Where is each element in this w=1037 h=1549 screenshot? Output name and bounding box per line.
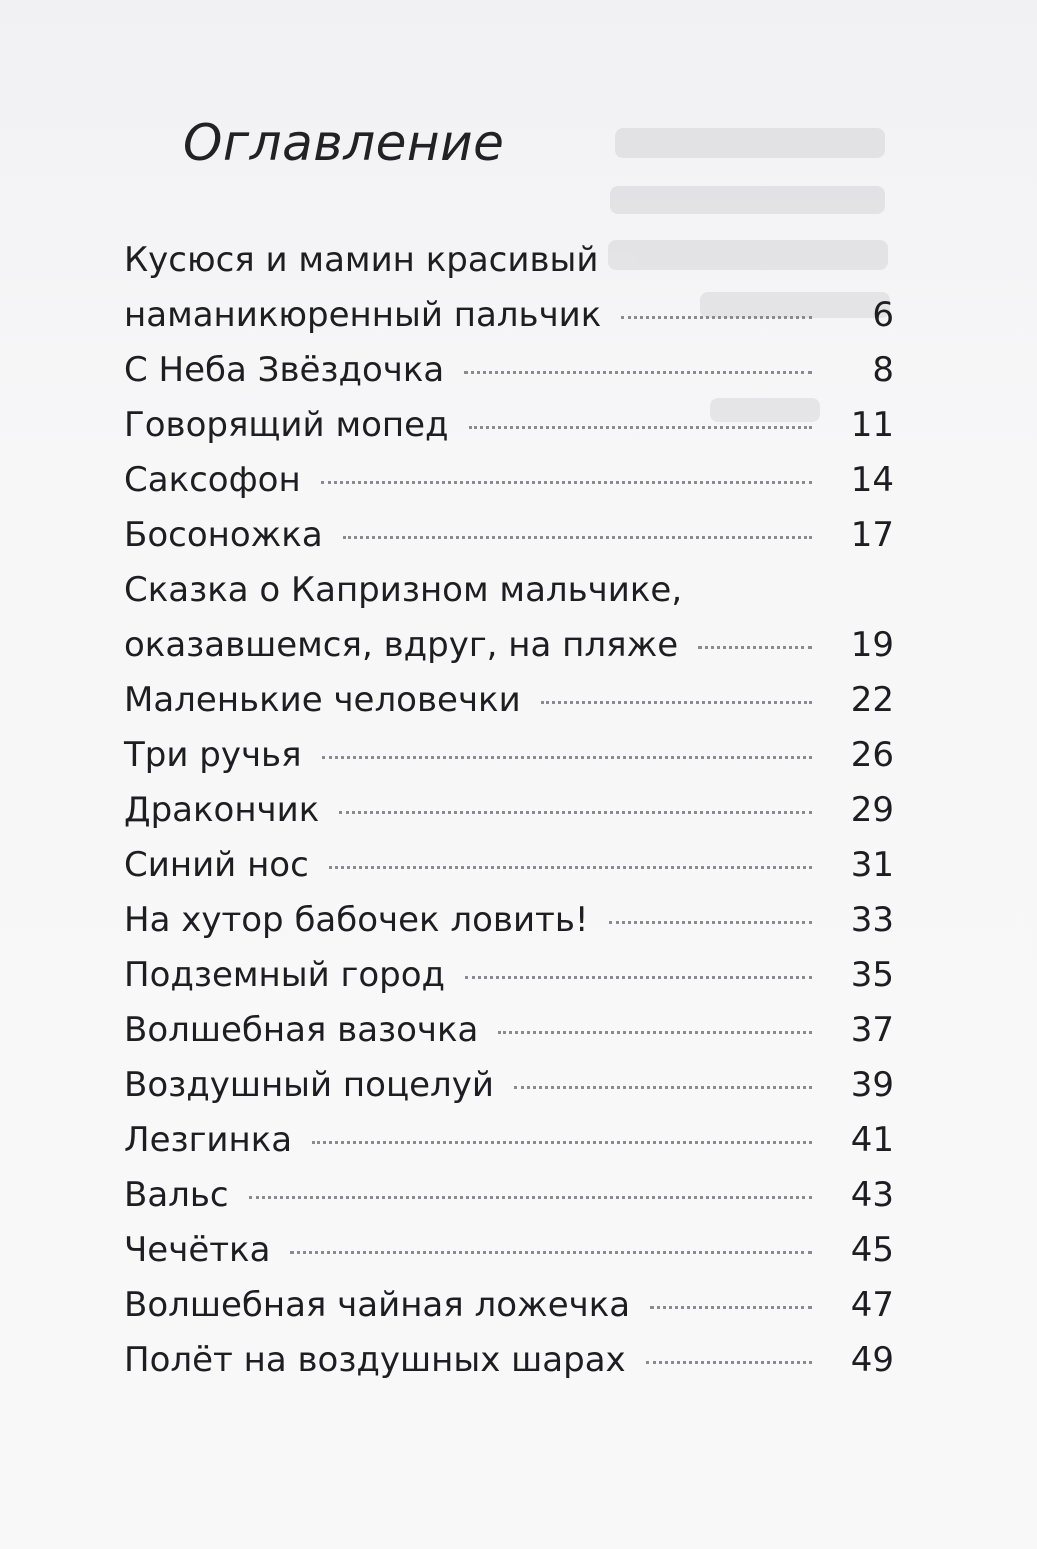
entry-title: Говорящий мопед bbox=[124, 405, 449, 445]
toc-entry bbox=[124, 673, 894, 728]
toc-line bbox=[124, 563, 894, 618]
toc-line bbox=[124, 233, 894, 288]
dot-leader bbox=[339, 811, 812, 814]
toc-line bbox=[124, 728, 894, 783]
table-of-contents bbox=[124, 233, 894, 1388]
toc-line bbox=[124, 1168, 894, 1223]
dot-leader bbox=[609, 921, 812, 924]
entry-page-number: 11 bbox=[850, 405, 894, 445]
dot-leader bbox=[322, 756, 812, 759]
entry-title: Сказка о Капризном мальчике, bbox=[124, 570, 683, 610]
entry-title: Маленькие человечки bbox=[124, 680, 521, 720]
toc-line bbox=[124, 1223, 894, 1278]
entry-page-number: 45 bbox=[850, 1230, 894, 1270]
entry-page-number: 17 bbox=[850, 515, 894, 555]
toc-entry bbox=[124, 1223, 894, 1278]
entry-title: Саксофон bbox=[124, 460, 301, 500]
entry-title: Чечётка bbox=[124, 1230, 271, 1270]
entry-page-number: 31 bbox=[850, 845, 894, 885]
dot-leader bbox=[646, 1361, 812, 1364]
toc-entry bbox=[124, 508, 894, 563]
toc-line bbox=[124, 343, 894, 398]
dot-leader bbox=[312, 1141, 812, 1144]
toc-entry bbox=[124, 893, 894, 948]
entry-page-number: 37 bbox=[850, 1010, 894, 1050]
toc-entry bbox=[124, 783, 894, 838]
toc-entry bbox=[124, 1003, 894, 1058]
toc-entry bbox=[124, 453, 894, 508]
toc-line bbox=[124, 838, 894, 893]
toc-line bbox=[124, 453, 894, 508]
dot-leader bbox=[469, 426, 812, 429]
toc-entry bbox=[124, 398, 894, 453]
entry-page-number: 35 bbox=[850, 955, 894, 995]
entry-page-number: 8 bbox=[872, 350, 894, 390]
toc-entry bbox=[124, 1168, 894, 1223]
toc-entry bbox=[124, 838, 894, 893]
toc-entry bbox=[124, 1278, 894, 1333]
toc-line bbox=[124, 893, 894, 948]
entry-title: Кусюся и мамин красивый bbox=[124, 240, 599, 280]
toc-line bbox=[124, 1333, 894, 1388]
entry-title: Воздушный поцелуй bbox=[124, 1065, 494, 1105]
entry-title: Синий нос bbox=[124, 845, 309, 885]
entry-page-number: 19 bbox=[850, 625, 894, 665]
entry-title: Босоножка bbox=[124, 515, 323, 555]
entry-title: С Неба Звёздочка bbox=[124, 350, 445, 390]
entry-title: Три ручья bbox=[124, 735, 302, 775]
toc-entry bbox=[124, 1113, 894, 1168]
dot-leader bbox=[329, 866, 812, 869]
dot-leader bbox=[621, 316, 812, 319]
entry-title: наманикюренный пальчик bbox=[124, 295, 602, 335]
toc-line bbox=[124, 288, 894, 343]
toc-entry bbox=[124, 1333, 894, 1388]
entry-title: Вальс bbox=[124, 1175, 229, 1215]
dot-leader bbox=[514, 1086, 812, 1089]
toc-line bbox=[124, 673, 894, 728]
entry-title: Полёт на воздушных шарах bbox=[124, 1340, 626, 1380]
entry-title: Подземный город bbox=[124, 955, 446, 995]
dot-leader bbox=[290, 1251, 812, 1254]
entry-title: Дракончик bbox=[124, 790, 320, 830]
entry-title: Волшебная чайная ложечка bbox=[124, 1285, 631, 1325]
dot-leader bbox=[650, 1306, 812, 1309]
entry-page-number: 43 bbox=[850, 1175, 894, 1215]
toc-entry bbox=[124, 563, 894, 673]
toc-line bbox=[124, 1003, 894, 1058]
toc-entry bbox=[124, 728, 894, 783]
dot-leader bbox=[343, 536, 812, 539]
entry-title: оказавшемся, вдруг, на пляже bbox=[124, 625, 679, 665]
entry-page-number: 6 bbox=[872, 295, 894, 335]
entry-page-number: 14 bbox=[850, 460, 894, 500]
toc-line bbox=[124, 508, 894, 563]
toc-entry bbox=[124, 233, 894, 343]
entry-page-number: 41 bbox=[850, 1120, 894, 1160]
toc-line bbox=[124, 948, 894, 1003]
toc-line bbox=[124, 783, 894, 838]
toc-line bbox=[124, 618, 894, 673]
toc-line bbox=[124, 1113, 894, 1168]
dot-leader bbox=[249, 1196, 812, 1199]
page-title: Оглавление bbox=[183, 114, 505, 172]
entry-title: Лезгинка bbox=[124, 1120, 293, 1160]
dot-leader bbox=[541, 701, 812, 704]
entry-title: Волшебная вазочка bbox=[124, 1010, 479, 1050]
entry-page-number: 33 bbox=[850, 900, 894, 940]
entry-page-number: 47 bbox=[850, 1285, 894, 1325]
toc-line bbox=[124, 1278, 894, 1333]
dot-leader bbox=[498, 1031, 812, 1034]
toc-line bbox=[124, 398, 894, 453]
dot-leader bbox=[464, 371, 812, 374]
toc-line bbox=[124, 1058, 894, 1113]
entry-page-number: 39 bbox=[850, 1065, 894, 1105]
entry-page-number: 22 bbox=[850, 680, 894, 720]
entry-page-number: 26 bbox=[850, 735, 894, 775]
dot-leader bbox=[321, 481, 812, 484]
entry-title: На хутор бабочек ловить! bbox=[124, 900, 589, 940]
toc-entry bbox=[124, 948, 894, 1003]
dot-leader bbox=[698, 646, 812, 649]
toc-entry bbox=[124, 343, 894, 398]
dot-leader bbox=[465, 976, 812, 979]
toc-entry bbox=[124, 1058, 894, 1113]
entry-page-number: 29 bbox=[850, 790, 894, 830]
entry-page-number: 49 bbox=[850, 1340, 894, 1380]
